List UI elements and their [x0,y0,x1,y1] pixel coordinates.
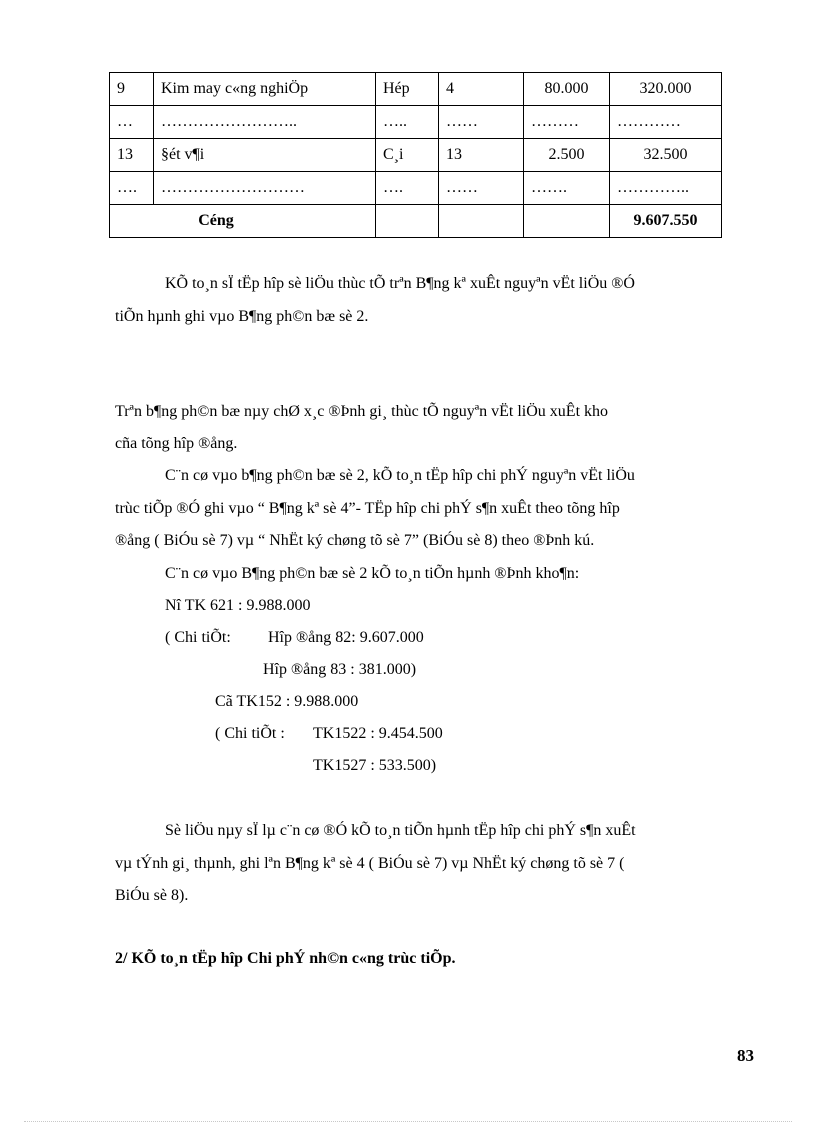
paragraph-line: trùc tiÕp ®Ó ghi vµo “ B¶ng kª sè 4”- TËp hîp chi phÝ s¶n xuÊt theo tõng hîp [115,500,620,517]
table-cell: …… [439,172,524,205]
journal-entry-detail: Hîp ®ång 82: 9.607.000 [268,629,424,646]
journal-entry-credit: Cã TK152 : 9.988.000 [215,693,359,710]
section-heading: 2/ KÕ to¸n tËp hîp Chi phÝ nh©n c«ng trùc tiÕp. [115,950,456,967]
paragraph-line: C¨n cø vµo B¶ng ph©n bæ sè 2 kÕ to¸n tiÕn hµnh ®Þnh kho¶n: [165,565,580,582]
table-cell: 2.500 [524,139,610,172]
table-cell: ………….. [610,172,722,205]
table-cell: …… [439,106,524,139]
paragraph-line: BiÓu sè 8). [115,887,189,904]
journal-entry-detail: TK1522 : 9.454.500 [313,725,443,742]
table-cell: ….. [376,106,439,139]
total-label: Céng [110,205,376,238]
table-cell: ……… [524,106,610,139]
paragraph-line: C¨n cø vµo b¶ng ph©n bæ sè 2, kÕ to¸n tËp hîp chi phÝ nguyªn vËt liÖu [165,467,635,484]
paragraph-line: KÕ to¸n sÏ tËp hîp sè liÖu thùc tÕ trªn B¶ng kª xuÊt nguyªn vËt liÖu ®Ó [165,275,635,292]
table-cell: Hép [376,73,439,106]
materials-table [109,72,722,238]
paragraph-line: tiÕn hµnh ghi vµo B¶ng ph©n bæ sè 2. [115,308,369,325]
page-number: 83 [737,1046,754,1065]
table-total-row [110,205,722,238]
table-cell: 13 [439,139,524,172]
table-row [110,106,722,139]
table-cell: …. [110,172,154,205]
page-bottom-divider [24,1121,792,1122]
journal-entry-detail-label: ( Chi tiÕt : [215,725,285,742]
table-cell: 320.000 [610,73,722,106]
table-cell: 80.000 [524,73,610,106]
table-cell: ……. [524,172,610,205]
journal-entry-detail-label: ( Chi tiÕt: [165,629,231,646]
paragraph-line: Sè liÖu nµy sÏ lµ c¨n cø ®Ó kÕ to¸n tiÕn hµnh tËp hîp chi phÝ s¶n xuÊt [165,822,636,839]
table-cell [439,205,524,238]
table-cell: … [110,106,154,139]
journal-entry-detail: TK1527 : 533.500) [313,757,437,774]
table-cell: §ét v¶i [154,139,376,172]
table-row [110,139,722,172]
table-cell: …. [376,172,439,205]
table-cell: …………………….. [154,106,376,139]
table-cell: Kim may c«ng nghiÖp [154,73,376,106]
journal-entry-debit: Nî TK 621 : 9.988.000 [165,597,311,614]
table-cell: ……………………… [154,172,376,205]
table-cell: 9 [110,73,154,106]
table-cell [524,205,610,238]
table-cell: C¸i [376,139,439,172]
paragraph-line: vµ tÝnh gi¸ thµnh, ghi lªn B¶ng kª sè 4 ( BiÓu sè 7) vµ NhËt ký chøng tõ sè 7 ( [115,855,625,872]
table-cell: ………… [610,106,722,139]
paragraph-line: Trªn b¶ng ph©n bæ nµy chØ x¸c ®Þnh gi¸ thùc tÕ nguyªn vËt liÖu xuÊt kho [115,403,609,420]
table-cell: 32.500 [610,139,722,172]
table-row [110,172,722,205]
paragraph-line: ®ång ( BiÓu sè 7) vµ “ NhËt ký chøng tõ sè 7” (BiÓu sè 8) theo ®Þnh kú. [115,532,595,549]
total-value: 9.607.550 [610,205,722,238]
paragraph-line: cña tõng hîp ®ång. [115,435,238,452]
table-cell: 4 [439,73,524,106]
table-cell: 13 [110,139,154,172]
table-row [110,73,722,106]
journal-entry-detail: Hîp ®ång 83 : 381.000) [263,661,417,678]
table-cell [376,205,439,238]
